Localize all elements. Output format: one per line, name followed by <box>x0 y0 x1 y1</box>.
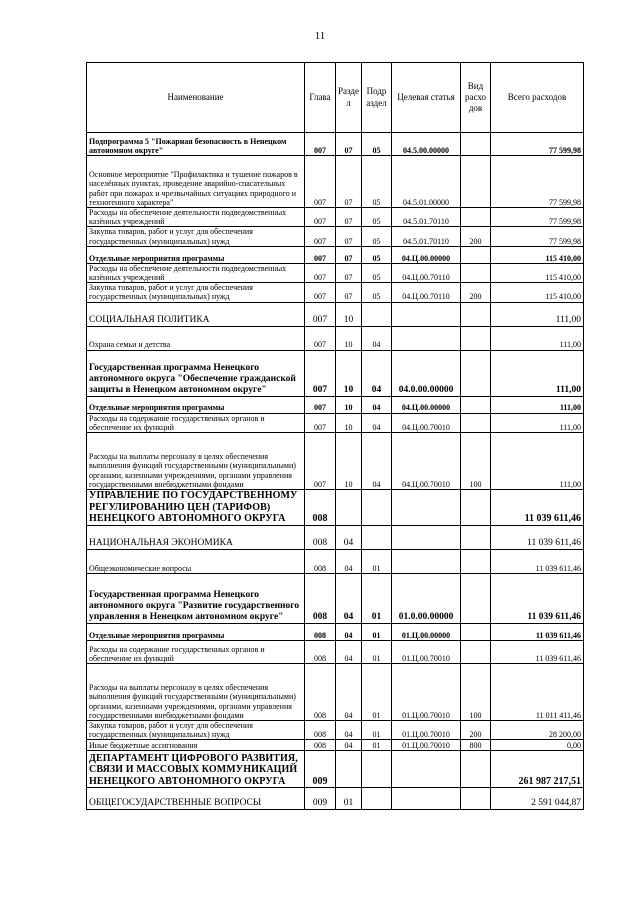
cell-total: 111,00 <box>491 350 584 396</box>
cell-subsection: 01 <box>362 623 392 640</box>
cell-section: 07 <box>336 246 362 263</box>
cell-type <box>461 525 491 549</box>
cell-subsection: 05 <box>362 246 392 263</box>
cell-total: 111,00 <box>491 413 584 432</box>
col-header-target: Целевая статья <box>392 63 461 133</box>
cell-chapter: 007 <box>305 246 336 263</box>
cell-name: УПРАВЛЕНИЕ ПО ГОСУДАРСТВЕННОМУ РЕГУЛИРОВАНИЮ ЦЕН (ТАРИФОВ) НЕНЕЦКОГО АВТОНОМНОГО ОКРУГА <box>87 489 305 525</box>
cell-total: 77 599,98 <box>491 208 584 227</box>
cell-chapter: 009 <box>305 788 336 810</box>
cell-subsection: 01 <box>362 663 392 720</box>
cell-target <box>392 751 461 788</box>
cell-name: Подпрограмма 5 "Пожарная безопасность в Ненецком автономном округе" <box>87 133 305 156</box>
cell-subsection: 05 <box>362 208 392 227</box>
cell-subsection: 04 <box>362 350 392 396</box>
table-row <box>87 156 584 208</box>
cell-target: 01.Ц.00.70010 <box>392 640 461 663</box>
cell-name: ОБЩЕГОСУДАРСТВЕННЫЕ ВОПРОСЫ <box>87 788 305 810</box>
cell-name: Отдельные мероприятия программы <box>87 246 305 263</box>
cell-type <box>461 326 491 350</box>
cell-chapter: 007 <box>305 283 336 302</box>
cell-subsection <box>362 525 392 549</box>
cell-target: 01.Ц.00.00000 <box>392 623 461 640</box>
cell-total: 261 987 217,51 <box>491 751 584 788</box>
cell-target: 04.0.00.00000 <box>392 350 461 396</box>
col-header-name: Наименование <box>87 63 305 133</box>
cell-name: Государственная программа Ненецкого автономного округа "Обеспечение гражданской защиты в Ненецком автономном округе" <box>87 350 305 396</box>
cell-total: 11 039 611,46 <box>491 573 584 623</box>
cell-section: 07 <box>336 133 362 156</box>
col-header-chapter: Глава <box>305 63 336 133</box>
cell-target: 01.Ц.00.70010 <box>392 720 461 739</box>
cell-chapter: 008 <box>305 640 336 663</box>
cell-name: Государственная программа Ненецкого автономного округа "Развитие государственного управления в Ненецком автономном округе" <box>87 573 305 623</box>
cell-section: 07 <box>336 283 362 302</box>
cell-chapter: 008 <box>305 549 336 573</box>
expenditure-table <box>86 62 584 810</box>
table-row <box>87 489 584 525</box>
cell-chapter: 008 <box>305 720 336 739</box>
table-row <box>87 227 584 246</box>
cell-type <box>461 396 491 413</box>
cell-section: 10 <box>336 413 362 432</box>
cell-section <box>336 751 362 788</box>
cell-name: ДЕПАРТАМЕНТ ЦИФРОВОГО РАЗВИТИЯ, СВЯЗИ И МАССОВЫХ КОММУНИКАЦИЙ НЕНЕЦКОГО АВТОНОМНОГО ОКРУГА <box>87 751 305 788</box>
table-row <box>87 413 584 432</box>
cell-target <box>392 302 461 326</box>
cell-target: 01.Ц.00.70010 <box>392 663 461 720</box>
cell-target: 04.Ц.00.70110 <box>392 263 461 282</box>
cell-chapter: 008 <box>305 525 336 549</box>
cell-chapter: 007 <box>305 396 336 413</box>
cell-type: 200 <box>461 720 491 739</box>
cell-type: 200 <box>461 227 491 246</box>
cell-name: Закупка товаров, работ и услуг для обеспечения государственных (муниципальных) нужд <box>87 227 305 246</box>
cell-type <box>461 156 491 208</box>
cell-subsection: 01 <box>362 740 392 751</box>
cell-name: Расходы на обеспечение деятельности подведомственных казённых учреждений <box>87 263 305 282</box>
col-header-section: Разде л <box>336 63 362 133</box>
cell-total: 77 599,98 <box>491 133 584 156</box>
cell-subsection: 05 <box>362 156 392 208</box>
table-row <box>87 246 584 263</box>
cell-chapter: 007 <box>305 302 336 326</box>
table-row <box>87 720 584 739</box>
cell-section: 10 <box>336 302 362 326</box>
cell-total: 11 039 611,46 <box>491 640 584 663</box>
col-header-total: Всего расходов <box>491 63 584 133</box>
cell-section: 04 <box>336 640 362 663</box>
cell-name: Расходы на содержание государственных органов и обеспечение их функций <box>87 640 305 663</box>
cell-subsection: 05 <box>362 263 392 282</box>
cell-total: 115 410,00 <box>491 246 584 263</box>
cell-target: 04.Ц.00.70010 <box>392 432 461 489</box>
cell-type: 200 <box>461 283 491 302</box>
cell-total: 77 599,98 <box>491 156 584 208</box>
cell-name: Закупка товаров, работ и услуг для обеспечения государственных (муниципальных) нужд <box>87 283 305 302</box>
cell-type <box>461 413 491 432</box>
cell-type <box>461 623 491 640</box>
cell-target: 04.5.01.70110 <box>392 208 461 227</box>
cell-total: 0,00 <box>491 740 584 751</box>
cell-subsection: 04 <box>362 326 392 350</box>
cell-section: 04 <box>336 549 362 573</box>
cell-target: 04.Ц.00.70010 <box>392 413 461 432</box>
cell-chapter: 007 <box>305 413 336 432</box>
cell-section: 10 <box>336 350 362 396</box>
table-row <box>87 740 584 751</box>
cell-subsection: 04 <box>362 432 392 489</box>
cell-section: 10 <box>336 432 362 489</box>
cell-total: 11 011 411,46 <box>491 663 584 720</box>
cell-chapter: 008 <box>305 663 336 720</box>
cell-total: 11 039 611,46 <box>491 549 584 573</box>
cell-target <box>392 326 461 350</box>
cell-section: 04 <box>336 525 362 549</box>
cell-section: 04 <box>336 573 362 623</box>
cell-name: Общеэкономические вопросы <box>87 549 305 573</box>
cell-total: 111,00 <box>491 432 584 489</box>
cell-subsection: 04 <box>362 413 392 432</box>
cell-chapter: 007 <box>305 156 336 208</box>
cell-name: Иные бюджетные ассигнования <box>87 740 305 751</box>
cell-name: Отдельные мероприятия программы <box>87 623 305 640</box>
table-row <box>87 788 584 810</box>
cell-total: 111,00 <box>491 326 584 350</box>
cell-target: 04.Ц.00.00000 <box>392 246 461 263</box>
cell-subsection: 01 <box>362 720 392 739</box>
cell-section: 04 <box>336 663 362 720</box>
cell-total: 77 599,98 <box>491 227 584 246</box>
cell-subsection <box>362 788 392 810</box>
cell-chapter: 007 <box>305 263 336 282</box>
cell-chapter: 008 <box>305 740 336 751</box>
cell-chapter: 007 <box>305 326 336 350</box>
cell-section: 07 <box>336 263 362 282</box>
cell-name: Закупка товаров, работ и услуг для обеспечения государственных (муниципальных) нужд <box>87 720 305 739</box>
cell-subsection: 05 <box>362 227 392 246</box>
cell-section: 10 <box>336 396 362 413</box>
cell-chapter: 007 <box>305 133 336 156</box>
cell-chapter: 007 <box>305 208 336 227</box>
cell-chapter: 007 <box>305 350 336 396</box>
cell-name: Основное мероприятие "Профилактика и тушение пожаров в населённых пунктах, проведение аварийно-спасательных работ при пожарах и чрезвычайных ситуациях природного и техногенного характера" <box>87 156 305 208</box>
cell-total: 115 410,00 <box>491 283 584 302</box>
cell-name: СОЦИАЛЬНАЯ ПОЛИТИКА <box>87 302 305 326</box>
cell-type: 100 <box>461 432 491 489</box>
table-row <box>87 326 584 350</box>
cell-target <box>392 788 461 810</box>
cell-subsection <box>362 302 392 326</box>
cell-type <box>461 350 491 396</box>
cell-name: Расходы на выплаты персоналу в целях обеспечения выполнения функций государственными (муниципальными) органами, казенными учреждениями, органами управления государственными внебюджетными фондами <box>87 663 305 720</box>
cell-total: 11 039 611,46 <box>491 525 584 549</box>
table-row <box>87 396 584 413</box>
cell-type: 800 <box>461 740 491 751</box>
cell-chapter: 008 <box>305 489 336 525</box>
cell-chapter: 009 <box>305 751 336 788</box>
table-row <box>87 208 584 227</box>
cell-type <box>461 573 491 623</box>
table-row <box>87 751 584 788</box>
cell-type <box>461 302 491 326</box>
cell-target: 04.5.00.00000 <box>392 133 461 156</box>
cell-total: 11 039 611,46 <box>491 623 584 640</box>
cell-type <box>461 489 491 525</box>
cell-subsection <box>362 751 392 788</box>
cell-name: НАЦИОНАЛЬНАЯ ЭКОНОМИКА <box>87 525 305 549</box>
page-number: 11 <box>314 30 326 42</box>
table-row <box>87 663 584 720</box>
cell-name: Расходы на выплаты персоналу в целях обеспечения выполнения функций государственными (муниципальными) органами, казенными учреждениями, органами управления государственными внебюджетными фондами <box>87 432 305 489</box>
cell-chapter: 008 <box>305 623 336 640</box>
cell-section: 04 <box>336 720 362 739</box>
cell-target: 04.Ц.00.00000 <box>392 396 461 413</box>
cell-subsection <box>362 489 392 525</box>
table-row <box>87 302 584 326</box>
table-row <box>87 263 584 282</box>
cell-chapter: 007 <box>305 227 336 246</box>
cell-total: 2 591 044,87 <box>491 788 584 810</box>
cell-total: 111,00 <box>491 302 584 326</box>
cell-target <box>392 549 461 573</box>
cell-name: Охрана семьи и детства <box>87 326 305 350</box>
cell-type <box>461 246 491 263</box>
cell-section: 04 <box>336 623 362 640</box>
cell-type <box>461 208 491 227</box>
cell-type: 100 <box>461 663 491 720</box>
table-row <box>87 549 584 573</box>
table-row <box>87 283 584 302</box>
cell-section: 01 <box>336 788 362 810</box>
cell-type <box>461 640 491 663</box>
cell-target <box>392 525 461 549</box>
cell-type <box>461 263 491 282</box>
header-row <box>87 63 584 133</box>
cell-section <box>336 489 362 525</box>
cell-section: 04 <box>336 740 362 751</box>
cell-target: 04.Ц.00.70110 <box>392 283 461 302</box>
cell-target: 04.5.01.00000 <box>392 156 461 208</box>
cell-subsection: 04 <box>362 396 392 413</box>
col-header-subsection: Подр аздел <box>362 63 392 133</box>
cell-section: 07 <box>336 208 362 227</box>
cell-name: Расходы на содержание государственных органов и обеспечение их функций <box>87 413 305 432</box>
cell-subsection: 01 <box>362 640 392 663</box>
cell-chapter: 007 <box>305 432 336 489</box>
cell-target <box>392 489 461 525</box>
table-row <box>87 133 584 156</box>
table-row <box>87 640 584 663</box>
cell-target: 04.5.01.70110 <box>392 227 461 246</box>
cell-total: 28 200,00 <box>491 720 584 739</box>
cell-total: 115 410,00 <box>491 263 584 282</box>
cell-name: Расходы на обеспечение деятельности подведомственных казённых учреждений <box>87 208 305 227</box>
col-header-type: Вид расхо дов <box>461 63 491 133</box>
cell-subsection: 01 <box>362 549 392 573</box>
cell-total: 111,00 <box>491 396 584 413</box>
table-row <box>87 525 584 549</box>
cell-subsection: 01 <box>362 573 392 623</box>
cell-name: Отдельные мероприятия программы <box>87 396 305 413</box>
cell-type <box>461 549 491 573</box>
cell-section: 07 <box>336 156 362 208</box>
cell-type <box>461 133 491 156</box>
cell-section: 10 <box>336 326 362 350</box>
cell-total: 11 039 611,46 <box>491 489 584 525</box>
cell-type <box>461 751 491 788</box>
cell-target: 01.0.00.00000 <box>392 573 461 623</box>
cell-target: 01.Ц.00.70010 <box>392 740 461 751</box>
table-row <box>87 350 584 396</box>
cell-chapter: 008 <box>305 573 336 623</box>
cell-subsection: 05 <box>362 283 392 302</box>
cell-type <box>461 788 491 810</box>
cell-subsection: 05 <box>362 133 392 156</box>
table-row <box>87 623 584 640</box>
table-row <box>87 573 584 623</box>
table-row <box>87 432 584 489</box>
cell-section: 07 <box>336 227 362 246</box>
